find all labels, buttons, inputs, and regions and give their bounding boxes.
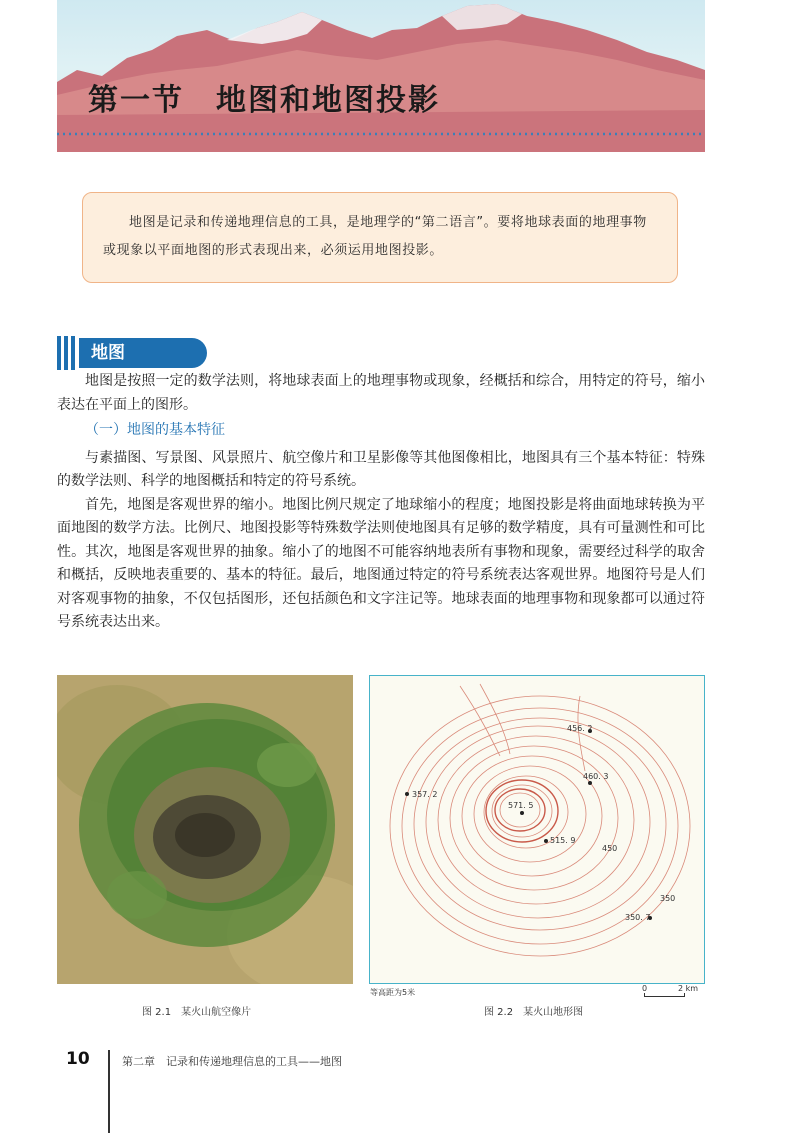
paragraph-explanation: 首先，地图是客观世界的缩小。地图比例尺规定了地球缩小的程度；地图投影是将曲面地球转换为平面地图的数学方法。比例尺、地图投影等特殊数学法则使地图具有足够的数学精度，具有可量测性和可比性。其次，地图是客观世界的抽象。缩小了的地图不可能容纳地表所有事物和现象，需要经过科学的取舍和概括，反映地表重要的、基本的特征。最后，地图通过特定的符号系统表达客观世界。地图符号是人们对客观事物的抽象，不仅包括图形，还包括颜色和文字注记等。地球表面的地理事物和现象都可以通过符号系统表达出来。 [57, 496, 705, 630]
paragraph-definition: 地图是按照一定的数学法则，将地球表面上的地理事物或现象，经概括和综合，用特定的符号，缩小表达在平面上的图形。 [57, 373, 705, 413]
section-heading [57, 336, 157, 370]
paragraph-features: 与素描图、写景图、风景照片、航空像片和卫星影像等其他图像相比，地图具有三个基本特征：特殊的数学法则、科学的地图概括和特定的符号系统。 [57, 449, 705, 489]
intro-box [82, 192, 678, 283]
volcano-contour-map [369, 675, 705, 984]
figure-2-caption: 图 2.2 某火山地形图 [484, 1007, 584, 1018]
aerial-photo-graphic [57, 675, 353, 984]
elevation-label: 460. 3 [583, 772, 609, 781]
elevation-label: 350. 7 [625, 913, 651, 922]
contour-lines [370, 676, 703, 982]
figure-1-caption: 图 2.1 某火山航空像片 [142, 1007, 252, 1018]
elevation-label: 456. 2 [567, 724, 593, 733]
section-body [57, 370, 705, 635]
page-number: 10 [66, 1049, 90, 1069]
elevation-label: 515. 9 [550, 836, 576, 845]
scale-bar [640, 985, 706, 1001]
volcano-aerial-photo [57, 675, 353, 984]
contour-value-label: 350 [660, 894, 676, 903]
section-heading-label: 地图 [79, 338, 207, 368]
footer-divider [108, 1050, 110, 1133]
subheading: （一）地图的基本特征 [85, 422, 225, 438]
scale-start-label: 0 [642, 984, 648, 993]
elevation-label: 571. 5 [508, 801, 534, 810]
elevation-label: 357. 2 [412, 790, 438, 799]
intro-text: 地图是记录和传递地理信息的工具，是地理学的“第二语言”。要将地球表面的地理事物或现象以平面地图的形式表现出来，必须运用地图投影。 [103, 215, 647, 258]
contour-interval-note: 等高距为5米 [370, 988, 416, 997]
contour-value-label: 450 [602, 844, 618, 853]
section-title: 第一节 地图和地图投影 [88, 83, 440, 118]
chapter-footer: 第二章 记录和传递地理信息的工具——地图 [122, 1055, 342, 1068]
scale-end-label: 2 km [678, 984, 699, 993]
